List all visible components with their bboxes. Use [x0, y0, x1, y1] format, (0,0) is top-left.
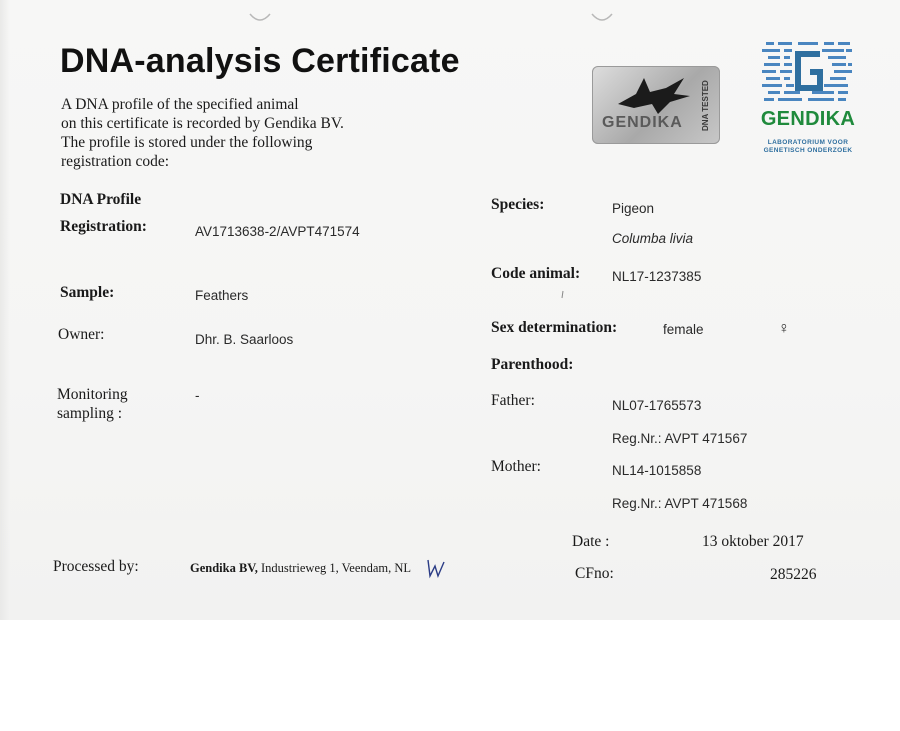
seal-label: GENDIKA [602, 114, 683, 131]
punch-hole-left [248, 12, 272, 26]
father-reg-value: Reg.Nr.: AVPT 471567 [612, 431, 748, 446]
monitoring-label-cont: sampling : [57, 405, 123, 422]
company-address: Industrieweg 1, Veendam, NL [260, 561, 412, 575]
intro-text [61, 95, 391, 171]
cfno-value: 285226 [770, 566, 817, 583]
sex-determination-label: Sex determination: [491, 319, 618, 336]
date-value: 13 oktober 2017 [702, 533, 804, 550]
intro-line: registration code: [61, 153, 170, 170]
registration-label: Registration: [60, 218, 147, 235]
cfno-label: CFno: [575, 565, 614, 582]
intro-line: A DNA profile of the specified animal [61, 96, 299, 113]
code-animal-label: Code animal: [491, 265, 581, 282]
date-label: Date : [572, 533, 610, 550]
logo-subtitle-line: GENETISCH ONDERZOEK [763, 147, 853, 154]
punch-hole-right [590, 12, 614, 26]
bird-icon [614, 74, 694, 118]
sample-value: Feathers [195, 288, 249, 303]
female-symbol-icon: ♀ [778, 320, 790, 337]
signature-mark [425, 556, 447, 580]
certificate-title: DNA-analysis Certificate [60, 42, 460, 80]
owner-value: Dhr. B. Saarloos [195, 332, 294, 347]
seal-side-label: DNA TESTED [701, 80, 710, 132]
gendika-logo-icon [762, 40, 854, 102]
owner-label: Owner: [58, 326, 105, 343]
monitoring-value: - [195, 388, 200, 403]
parenthood-label: Parenthood: [491, 356, 574, 373]
processed-by-label: Processed by: [53, 558, 139, 575]
logo-subtitle-line: LABORATORIUM VOOR [767, 139, 849, 146]
logo-subtitle [752, 139, 864, 155]
intro-line: The profile is stored under the following [61, 134, 313, 151]
sample-label: Sample: [60, 284, 115, 301]
mother-label: Mother: [491, 458, 541, 475]
father-value: NL07-1765573 [612, 398, 702, 413]
pen-mark [560, 290, 572, 304]
mother-reg-value: Reg.Nr.: AVPT 471568 [612, 496, 748, 511]
dna-tested-seal [592, 66, 720, 144]
processor-address [190, 561, 411, 576]
dna-profile-label: DNA Profile [60, 191, 142, 208]
species-latin-value: Columba livia [612, 231, 694, 246]
intro-line: on this certificate is recorded by Gendika BV. [61, 115, 344, 132]
monitoring-label: Monitoring [57, 386, 128, 403]
logo-name: GENDIKA [760, 108, 856, 130]
registration-value: AV1713638-2/AVPT471574 [195, 224, 360, 239]
code-animal-value: NL17-1237385 [612, 269, 702, 284]
mother-value: NL14-1015858 [612, 463, 702, 478]
father-label: Father: [491, 392, 535, 409]
species-value: Pigeon [612, 201, 655, 216]
species-label: Species: [491, 196, 545, 213]
company-name: Gendika BV, [190, 561, 258, 575]
sex-value: female [663, 322, 704, 337]
